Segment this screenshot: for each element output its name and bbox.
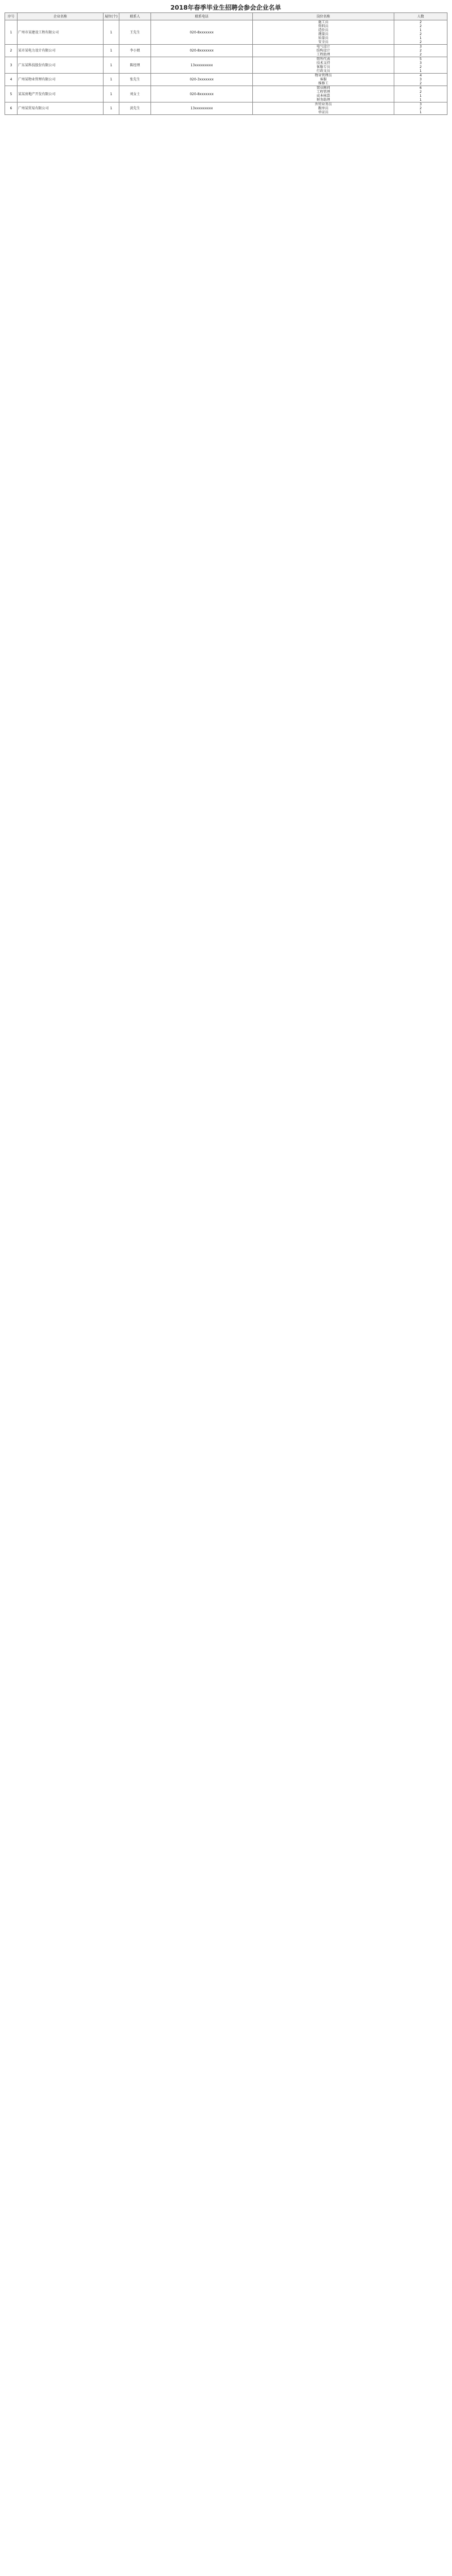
headcount: 2 [419, 53, 422, 57]
position-name: 财务助理 [316, 98, 330, 102]
headcount: 1 [419, 98, 422, 102]
headcount: 3 [419, 45, 422, 49]
headcount: 2 [419, 90, 422, 94]
company-name: 某市某电力设计有限公司 [18, 45, 104, 57]
headcount: 4 [419, 74, 422, 78]
contact-phone: 020-3xxxxxxx [151, 74, 253, 86]
position-name: 物业管理员 [315, 74, 332, 78]
header-positions: 岗位名称 [253, 13, 394, 20]
row-number: 3 [5, 57, 18, 74]
position-list [253, 74, 394, 86]
position-list [253, 45, 394, 57]
position-list [253, 20, 394, 45]
headcount: 3 [419, 102, 422, 106]
company-name: 广东某科技股份有限公司 [18, 57, 104, 74]
headcount: 2 [419, 40, 422, 44]
table-row [5, 45, 447, 57]
row-number: 1 [5, 20, 18, 45]
position-list [253, 102, 394, 115]
headcount-list [394, 57, 447, 74]
header-booths: 展位(个) [104, 13, 119, 20]
contact-person: 陈经理 [119, 57, 151, 74]
contact-person: 王先生 [119, 20, 151, 45]
position-list [253, 86, 394, 102]
company-name: 广州某物业管理有限公司 [18, 74, 104, 86]
position-list [253, 57, 394, 74]
position-name: 资料员 [318, 24, 329, 28]
booth-count: 1 [104, 86, 119, 102]
row-number: 6 [5, 102, 18, 115]
position-name: 置业顾问 [316, 86, 330, 90]
row-number: 5 [5, 86, 18, 102]
table-row [5, 74, 447, 86]
position-name: 电气设计 [316, 45, 330, 49]
contact-person: 黄先生 [119, 102, 151, 115]
headcount: 2 [419, 49, 422, 53]
position-name: 销售代表 [316, 57, 330, 61]
headcount: 1 [419, 94, 422, 98]
page-title: 2018年春季毕业生招聘会参会企业名单 [170, 4, 281, 11]
header-company: 企业名称 [18, 13, 104, 20]
headcount: 1 [419, 28, 422, 32]
contact-phone: 020-8xxxxxxx [151, 86, 253, 102]
position-name: 施工员 [318, 20, 329, 24]
position-name: 造价员 [318, 28, 329, 32]
contact-phone: 020-8xxxxxxx [151, 20, 253, 45]
headcount: 2 [419, 20, 422, 24]
company-table [5, 12, 447, 115]
contact-phone: 13xxxxxxxxx [151, 57, 253, 74]
headcount-list [394, 20, 447, 45]
headcount: 2 [419, 106, 422, 110]
position-name: 工程助理 [316, 53, 330, 57]
contact-person: 刘女士 [119, 86, 151, 102]
headcount: 1 [419, 110, 422, 114]
booth-count: 1 [104, 45, 119, 57]
table-row [5, 20, 447, 45]
position-name: 测量员 [318, 32, 329, 36]
headcount: 2 [419, 65, 422, 69]
table-row [5, 86, 447, 102]
booth-count: 1 [104, 102, 119, 115]
position-name: 工程管理 [316, 90, 330, 94]
contact-phone: 020-8xxxxxxx [151, 45, 253, 57]
headcount: 3 [419, 61, 422, 65]
headcount: 3 [419, 78, 422, 82]
position-name: 跟单员 [318, 106, 329, 110]
headcount: 2 [419, 24, 422, 28]
row-number: 2 [5, 45, 18, 57]
position-name: 行政文员 [316, 69, 330, 73]
header-no: 序号 [5, 13, 18, 20]
headcount: 6 [419, 86, 422, 90]
headcount-list [394, 102, 447, 115]
booth-count: 1 [104, 20, 119, 45]
position-name: 安全员 [318, 40, 329, 44]
table-header-row [5, 13, 447, 20]
position-name: 技术支持 [316, 61, 330, 65]
position-name: 客服专员 [316, 65, 330, 69]
booth-count: 1 [104, 57, 119, 74]
headcount-list [394, 45, 447, 57]
company-name: 广州某贸易有限公司 [18, 102, 104, 115]
headcount-list [394, 74, 447, 86]
position-name: 成本核算 [316, 94, 330, 98]
headcount: 2 [419, 82, 422, 86]
table-row [5, 57, 447, 74]
booth-count: 1 [104, 74, 119, 86]
table-row [5, 102, 447, 115]
row-number: 4 [5, 74, 18, 86]
headcount: 2 [419, 32, 422, 36]
headcount-list [394, 86, 447, 102]
header-phone: 联系电话 [151, 13, 253, 20]
header-contact: 联系人 [119, 13, 151, 20]
company-name: 广州市某建设工程有限公司 [18, 20, 104, 45]
header-counts: 人数 [394, 13, 447, 20]
position-name: 客服 [320, 78, 327, 82]
headcount: 1 [419, 69, 422, 73]
page [5, 3, 447, 115]
company-name: 某某房地产开发有限公司 [18, 86, 104, 102]
contact-person: 张先生 [119, 74, 151, 86]
position-name: 结构设计 [316, 49, 330, 53]
headcount: 1 [419, 36, 422, 40]
contact-phone: 13xxxxxxxxx [151, 102, 253, 115]
position-name: 单证员 [318, 110, 329, 114]
position-name: 维修工 [318, 82, 329, 86]
contact-person: 李小姐 [119, 45, 151, 57]
position-name: 质量员 [318, 36, 329, 40]
position-name: 外贸业务员 [315, 102, 332, 106]
headcount: 5 [419, 57, 422, 61]
